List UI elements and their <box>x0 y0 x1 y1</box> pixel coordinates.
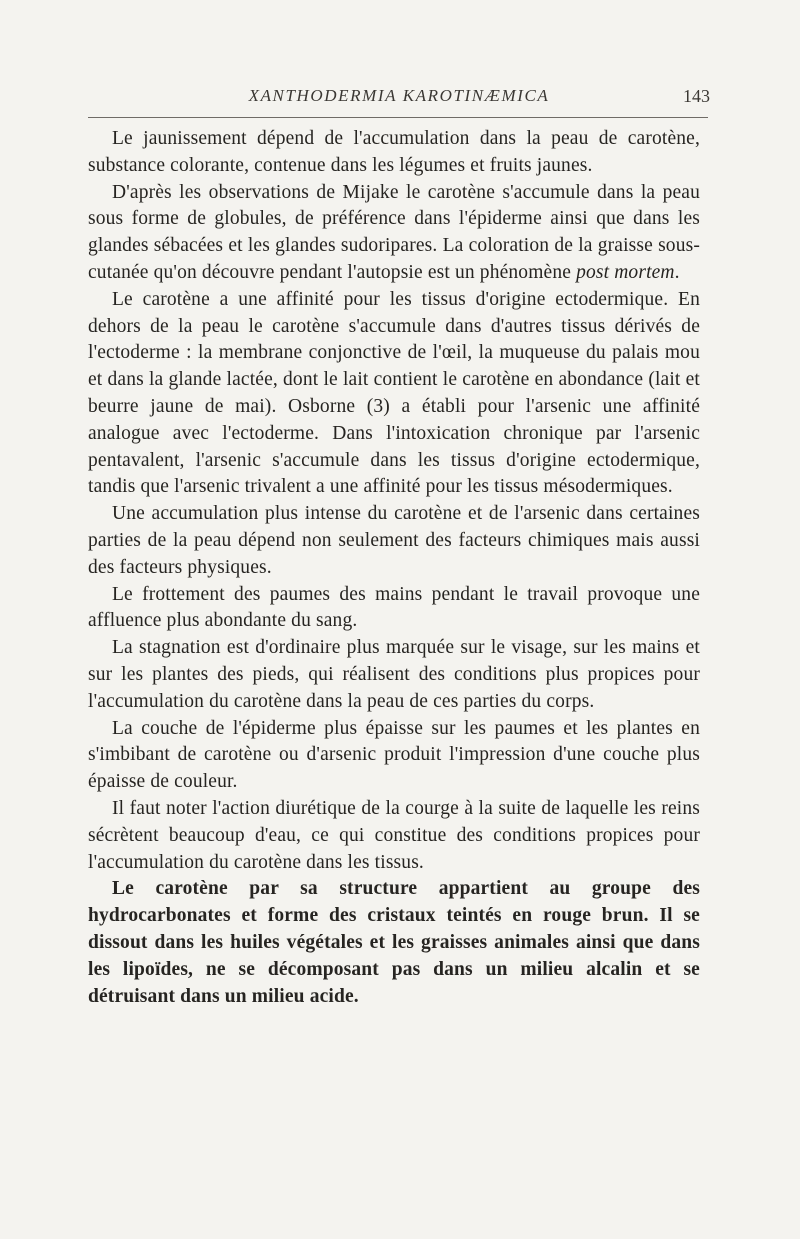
paragraph: La stagnation est d'ordinaire plus marquée sur le visage, sur les mains et sur les plantes des pieds, qui réalisent des conditions plus propices pour l'accumulation du carotène dans la peau de ces parties du corps. <box>88 637 700 712</box>
paragraph: Il faut noter l'action diurétique de la courge à la suite de laquelle les reins sécrètent beaucoup d'eau, ce qui constitue des conditions propices pour l'accumulation du carotène dans les tissus. <box>88 797 700 873</box>
running-title: XANTHODERMIA KAROTINÆMICA <box>248 86 550 105</box>
paragraph: Le jaunissement dépend de l'accumulation dans la peau de carotène, substance colorante, contenue dans les légumes et fruits jaunes. <box>88 128 700 176</box>
paragraph: Le frottement des paumes des mains pendant le travail provoque une affluence plus abondante du sang. <box>88 583 700 632</box>
page-number: 143 <box>683 86 710 106</box>
paragraph <box>88 180 700 287</box>
paragraph: La couche de l'épiderme plus épaisse sur les paumes et les plantes en s'imbibant de carotène ou d'arsenic produit l'impression d'une couche plus épaisse de couleur. <box>88 717 700 793</box>
paragraph: Le carotène par sa structure appartient au groupe des hydrocarbonates et forme des cristaux teintés en rouge brun. Il se dissout dans les huiles végétales et les graisses animales ainsi que dans les lipoïdes, ne se décomposant pas dans un milieu alcalin et se détruisant dans un milieu acide. <box>88 878 700 1007</box>
paragraph-text: D'après les observations de Mijake le carotène s'accumule dans la peau sous forme de globules, de préférence dans l'épiderme ainsi que dans les glandes sébacées et les glandes sudoripares. La coloration de la graisse sous-cutanée qu'on découvre pendant l'autopsie est un phénomène <box>88 181 700 283</box>
paragraph: Le carotène a une affinité pour les tissus d'origine ectodermique. En dehors de la peau le carotène s'accumule dans d'autres tissus dérivés de l'ectoderme : la membrane conjonctive de l'œil, la muqueuse du palais mou et dans la glande lactée, dont le lait contient le carotène en abondance (lait et beurre jaune de mai). Osborne (3) a établi pour l'arsenic une affinité analogue avec l'ectoderme. Dans l'intoxication chronique par l'arsenic pentavalent, l'arsenic s'accumule dans les tissus d'origine ectodermique, tandis que l'arsenic trivalent a une affinité pour les tissus mésodermiques. <box>88 288 700 498</box>
italic-term: post mortem <box>576 261 675 283</box>
paragraph-text: . <box>674 261 680 283</box>
body-text <box>88 126 700 1010</box>
header-rule <box>88 117 708 118</box>
paragraph: Une accumulation plus intense du carotène et de l'arsenic dans certaines parties de la peau dépend non seulement des facteurs chimiques mais aussi des facteurs physiques. <box>88 503 700 578</box>
running-head <box>88 86 710 112</box>
